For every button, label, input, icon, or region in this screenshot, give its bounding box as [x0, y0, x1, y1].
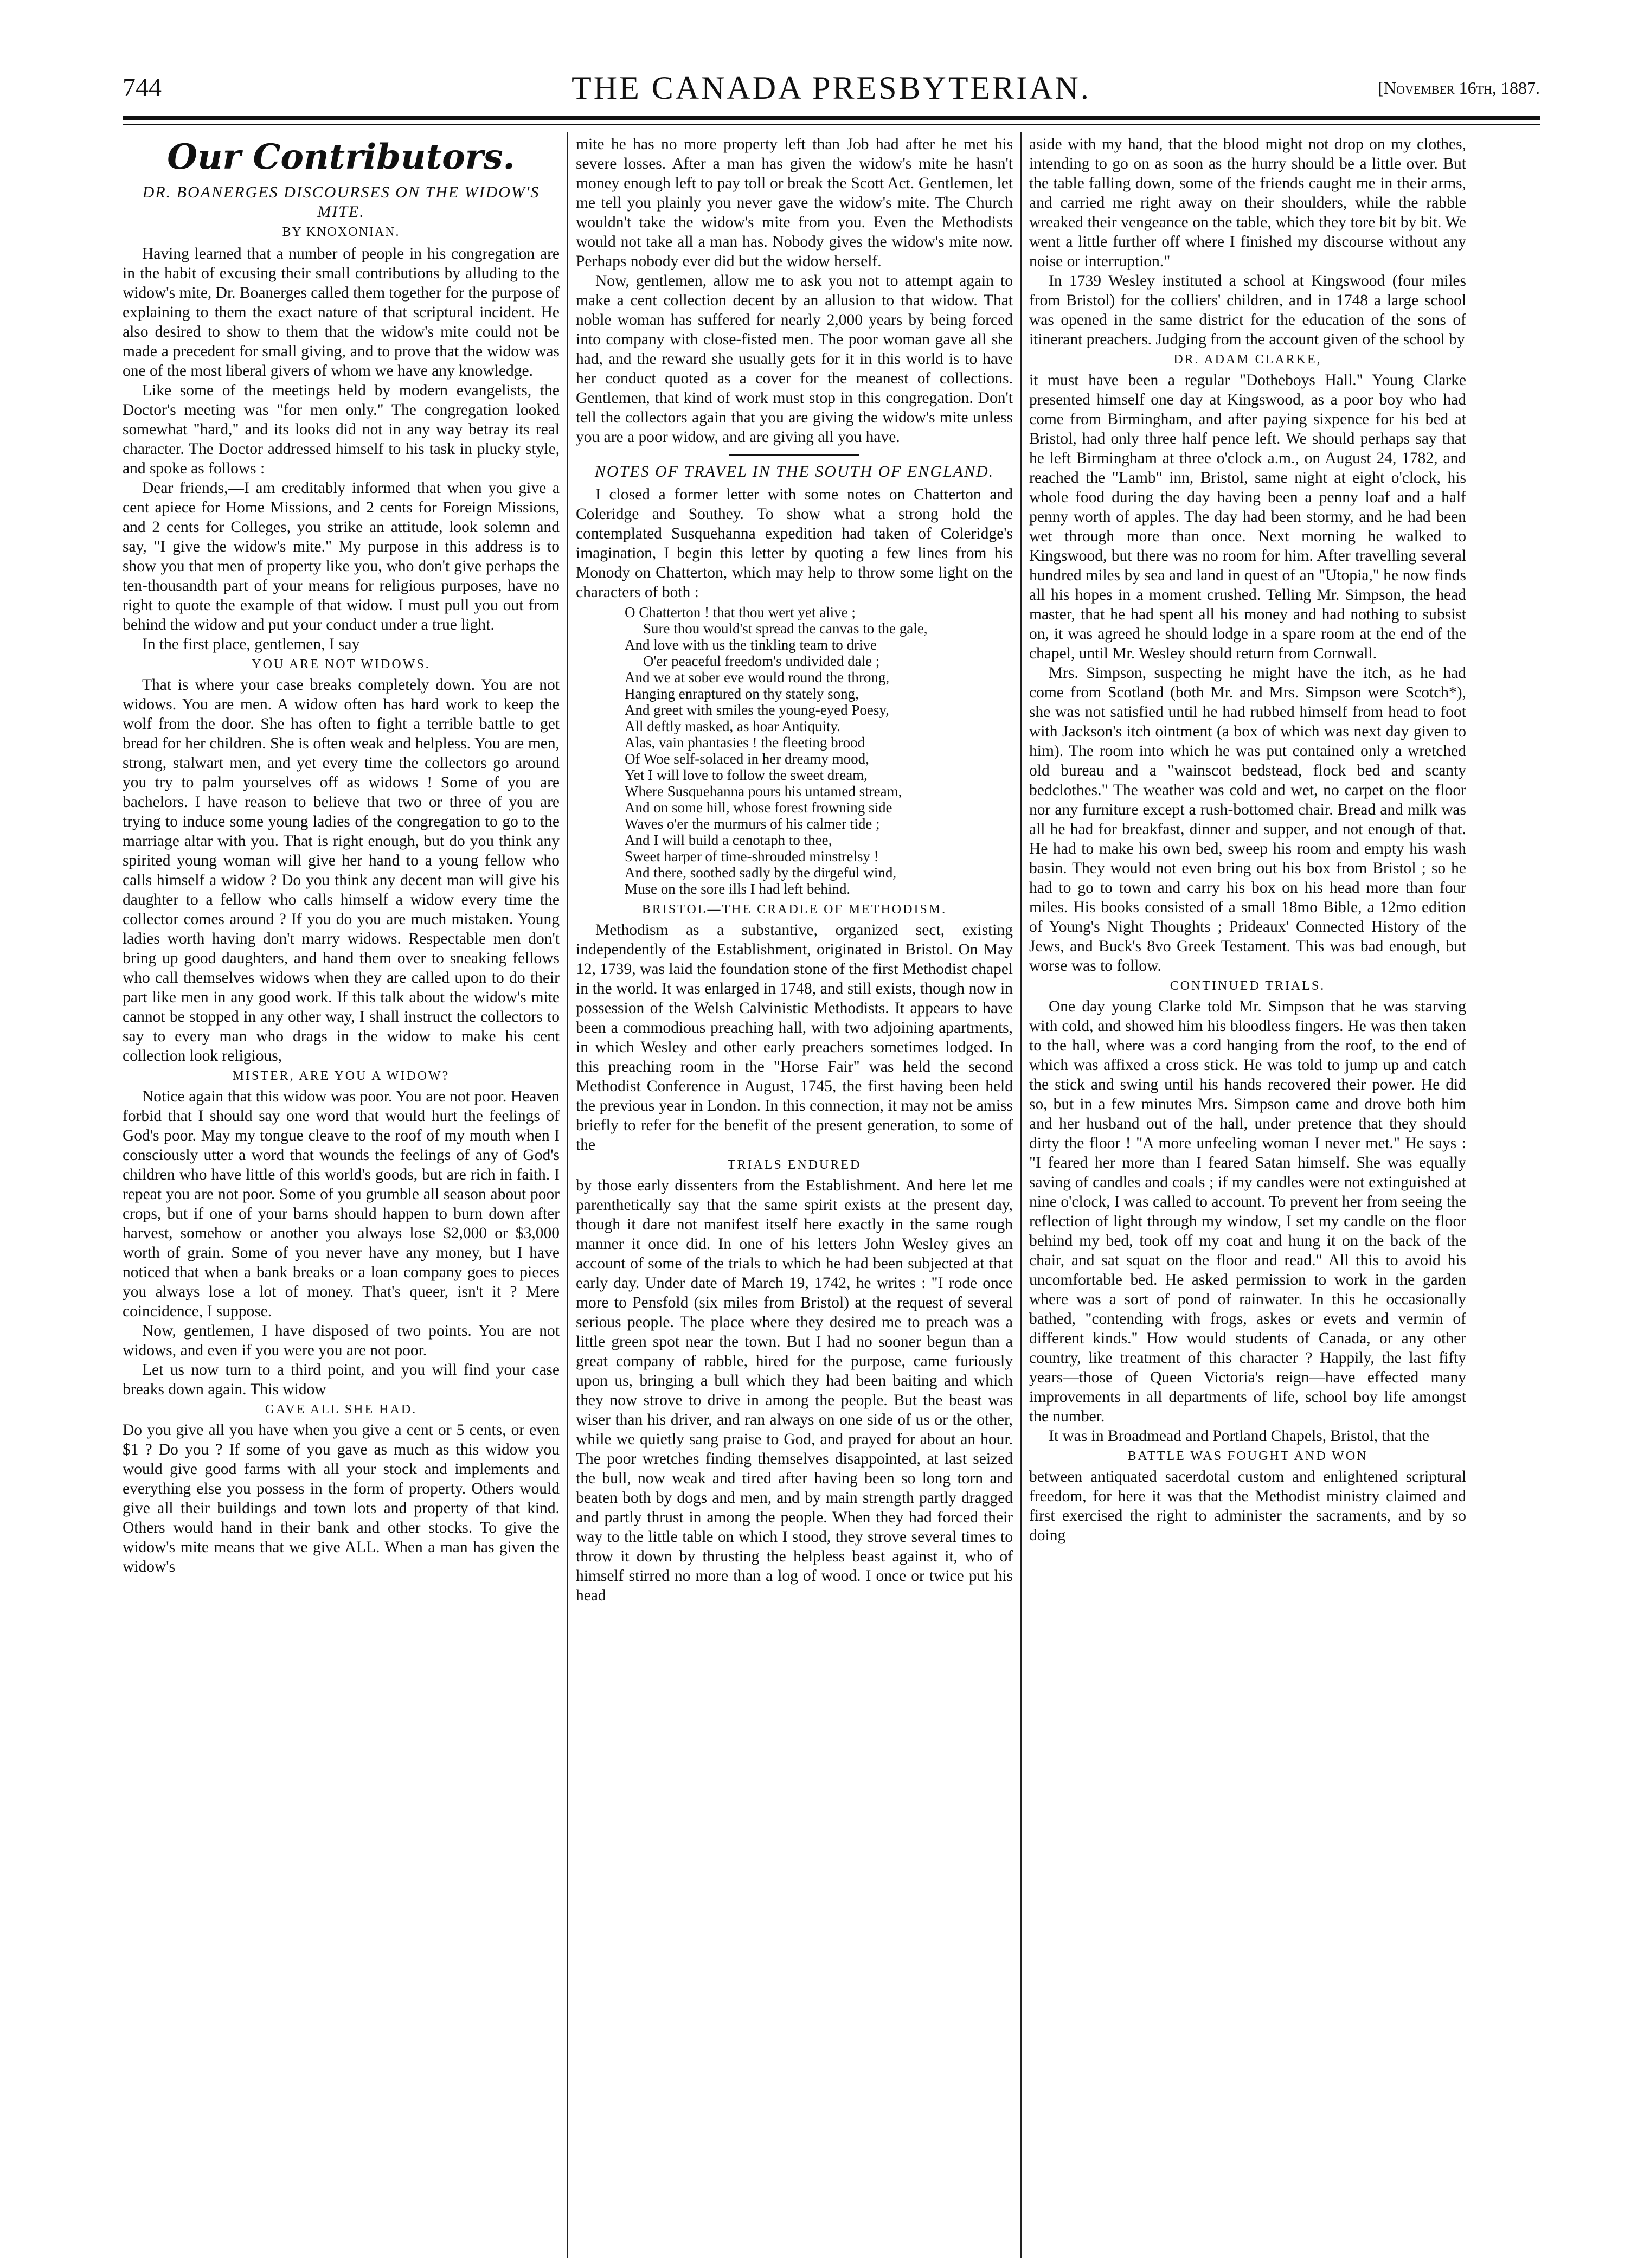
poem-line: Where Susquehanna pours his untamed stream, [625, 783, 902, 799]
paragraph: In the first place, gentlemen, I say [142, 636, 360, 653]
paragraph: between antiquated sacerdotal custom and enlightened scriptural freedom, for here it was that the Methodist ministry claimed and first exercised the right to administer the sacraments, and by so doing [1029, 1468, 1466, 1544]
article-title: NOTES OF TRAVEL IN THE SOUTH OF ENGLAND. [594, 463, 994, 480]
paragraph: Now, gentlemen, allow me to ask you not to attempt again to make a cent collection decent by an allusion to that widow. That noble woman has suffered for nearly 2,000 years by being forced into company with close-fisted men. The poor woman gave all she had, and the reward she usually gets for it in this world is to have her conduct quoted as a cover for the meanest of collections. Gentlemen, that kind of work must stop in this congregation. Don't tell the collectors again that you are giving the widow's mite unless you are a poor widow, and are giving all you have. [576, 272, 1013, 446]
paragraph: by those early dissenters from the Establishment. And here let me parenthetically say that the same spirit exists at the present day, though it dare not manifest itself here exactly in the same rough manner it once did. In one of his letters John Wesley gives an account of some of the trials to which he had been subjected at that early day. Under date of March 19, 1742, he writes : "I rode once more to Pensfold (six miles from Bristol) at the request of several serious people. The place where they desired me to preach was a little green spot near the town. But I had no sooner begun than a great company of rabble, hired for the purpose, came furiously upon us, bringing a bull which they had been baiting and which they now strove to drive in among the people. But the beast was wiser than his driver, and ran always on one side of us or the other, while we quietly sang praise to God, and prayed for about an hour. The poor wretches finding themselves disappointed, at last seized the bull, now weak and tired after having been so long torn and beaten both by dogs and men, and by main strength partly dragged and partly thrust in among the people. When they had forced their way to the little table on which I stood, they strove several times to throw it down by thrusting the helpless beast against it, who of himself stirred no more than a log of wood. I once or twice put his head [576, 1177, 1013, 1604]
paragraph: Dear friends,—I am creditably informed that when you give a cent apiece for Home Missions, and 2 cents for Foreign Missions, and 2 cents for Colleges, you strike an attitude, look solemn and say, "I give the widow's mite." My purpose in this address is to show you that men of property like you, who don't give perhaps the ten-thousandth part of your means for religious purposes, have no right to quote the example of that widow. I must pull you out from behind the widow and put your conduct under a true light. [123, 479, 560, 633]
masthead-rule-thick [123, 116, 1540, 120]
column-1 [123, 134, 560, 2260]
paragraph: One day young Clarke told Mr. Simpson that he was starving with cold, and showed him his bloodless fingers. He was then taken to the hall, where was a cord hanging from the roof, to the end of which was affixed a cross stick. He was told to jump up and catch the stick and swing until his hands recovered their power. He did so, but in a few minutes Mrs. Simpson came and drove both him and her husband out of the hall, under pretence that they should dirty the floor ! "A more unfeeling woman I never met." He says : "I feared her more than I feared Satan himself. She was equally saving of candles and coals ; if my candles were not extinguished at nine o'clock, I was called to account. To prevent her from seeing the reflection of light through my window, I set my candle on the floor behind my bed, took off my coat and hung it on the back of the chair, and sat squat on the floor and read." All this to avoid his uncomfortable bed. He asked permission to work in the garden where was a sort of pond of rainwater. In this he occasionally bathed, "contending with frogs, askes or evets and vermin of different kinds." How would students of Canada, or any other country, like treatment of this character ? Happily, the last fifty years—those of Queen Victoria's reign—have effected many improvements in all departments of life, school boy life amongst the number. [1029, 998, 1466, 1425]
section-divider [729, 454, 859, 456]
subheading: CONTINUED TRIALS. [1170, 979, 1326, 993]
poem-line: And we at sober eve would round the throng, [625, 669, 890, 685]
poem-line: And on some hill, whose forest frowning side [625, 799, 892, 816]
paragraph: I closed a former letter with some notes on Chatterton and Coleridge and Southey. To show what a strong hold the contemplated Susquehanna expedition had taken of Coleridge's imagination, I begin this letter by quoting a few lines from his Monody on Chatterton, which may help to throw some light on the characters of both : [576, 486, 1013, 601]
poem-line: Sweet harper of time-shrouded minstrelsy ! [625, 848, 879, 864]
article-byline: BY KNOXONIAN. [282, 225, 400, 239]
paragraph: Having learned that a number of people in his congregation are in the habit of excusing their small contributions by alluding to the widow's mite, Dr. Boanerges called them together for the purpose of explaining to them the exact nature of that scriptural incident. He also desired to show to them that the widow's mite could not be made a precedent for small giving, and to prove that the widow was one of the most liberal givers of whom we have any knowledge. [123, 245, 560, 380]
paragraph: mite he has no more property left than Job had after he met his severe losses. After a man has given the widow's mite he hasn't money enough left to pay toll or break the Scott Act. Gentlemen, let me tell you plainly you never gave the widow's mite. The Church wouldn't take the widow's mite from you. Even the Methodists would not take all a man has. Nobody gives the widow's mite now. Perhaps nobody ever did but the widow herself. [576, 136, 1013, 270]
column-divider [1020, 132, 1022, 2258]
column-2 [576, 134, 1013, 2260]
paragraph: Now, gentlemen, I have disposed of two points. You are not widows, and even if you were you are not poor. [123, 1322, 560, 1359]
poem-line: O Chatterton ! that thou wert yet alive ; [625, 604, 856, 620]
paragraph: aside with my hand, that the blood might not drop on my clothes, intending to go on as soon as the hurry should be a little over. But the table falling down, some of the friends caught me in their arms, and carried me right away on their shoulders, while the rabble wreaked their vengeance on the table, which they tore bit by bit. We went a little further off where I finished my discourse without any noise or interruption." [1029, 136, 1466, 270]
newspaper-title: THE CANADA PRESBYTERIAN. [572, 70, 1091, 106]
issue-date: [November 16th, 1887. [1378, 78, 1540, 98]
paragraph: Mrs. Simpson, suspecting he might have the itch, as he had come from Scotland (both Mr. and Mrs. Simpson were Scotch*), she was not satisfied until he had rubbed himself from head to foot with Jackson's itch ointment (a box of which was next day given to him). The room into which he was put contained only a wretched old bureau and a "wainscot bedstead, flock bed and scanty bedclothes." The weather was cold and wet, no carpet on the floor nor any furniture except a rush-bottomed chair. Bread and milk was all he had for breakfast, dinner and supper, and not enough of that. He had to make his own bed, sweep his room and empty his wash basin. They would not even bring out his box from Bristol ; so he had to go to town and carry his box on his head more than four miles. His books consisted of a small 18mo Bible, a 12mo edition of Young's Night Thoughts ; Prideaux' Connected History of the Jews, and Buck's 8vo Greek Testament. This was bad enough, but worse was to follow. [1029, 664, 1466, 975]
paragraph: That is where your case breaks completely down. You are not widows. You are men. A widow often has hard work to keep the wolf from the door. She has often to fight a terrible battle to get bread for her children. She is often weak and helpless. You are men, strong, stalwart men, and yet every time the collectors go around you try to palm yourselves off as widows ! Some of you are bachelors. I have reason to believe that two or three of you are trying to induce some young ladies of the congregation to go to the marriage altar with you. That is right enough, but do you think any spirited young woman will give her hand to a young fellow who calls himself a widow ? Do you think any decent man will give his daughter to a fellow who calls himself a widow every time the collector comes around ? If you do you are much mistaken. Young ladies worth having don't marry widows. Respectable men don't bring up good daughters, and hand them over to sneaking fellows who call themselves widows when they are called upon to do their part like men in any good work. If this talk about the widow's mite cannot be stopped in any other way, I shall instruct the collectors to say to every man who drags in the widow to make his cent collection look religious, [123, 676, 560, 1065]
poem-line: All deftly masked, as hoar Antiquity. [625, 718, 840, 734]
paragraph: Like some of the meetings held by modern evangelists, the Doctor's meeting was "for men only." The congregation looked somewhat "hard," and its looks did not in any way betray its real character. The Doctor addressed himself to his task in plucky style, and spoke as follows : [123, 382, 560, 477]
poem-line: Waves o'er the murmurs of his calmer tide ; [625, 816, 880, 832]
poem [625, 604, 1013, 897]
paragraph: Notice again that this widow was poor. You are not poor. Heaven forbid that I should say one word that would hurt the feelings of God's poor. May my tongue cleave to the roof of my mouth when I consciously utter a word that wounds the feelings of any of God's children who have little of this world's goods, but are rich in faith. I repeat you are not poor. Some of you grumble all season about poor crops, but if one of your barns should happen to burn down after harvest, somehow or another you always lose $2,000 or $3,000 worth of grain. Some of you never have any money, but I have noticed that when a bank breaks or a loan company goes to pieces you always lose a lot of money. That's queer, isn't it ? Mere coincidence, I suppose. [123, 1088, 560, 1320]
masthead [123, 69, 1540, 113]
poem-line: Muse on the sore ills I had left behind. [625, 881, 851, 897]
poem-line: Of Woe self-solaced in her dreamy mood, [625, 751, 869, 767]
paragraph: In 1739 Wesley instituted a school at Kingswood (four miles from Bristol) for the colliers' children, and in 1748 a large school was opened in the same district for the education of the sons of itinerant preachers. Judging from the account given of the school by [1029, 272, 1466, 348]
poem-line: Yet I will love to follow the sweet dream, [625, 767, 868, 783]
subheading: BRISTOL—THE CRADLE OF METHODISM. [641, 902, 947, 917]
subheading: YOU ARE NOT WIDOWS. [252, 657, 431, 671]
poem-line: Hanging enraptured on thy stately song, [625, 685, 859, 702]
subheading: GAVE ALL SHE HAD. [265, 1402, 418, 1417]
paragraph: Do you give all you have when you give a cent or 5 cents, or even $1 ? Do you ? If some of you gave as much as this widow you would give good farms with all your stock and implements and everything else you possess in the form of property. Others would give all their buildings and town lots and property of that kind. Others would hand in their bank and other stocks. To give the widow's mite means that we give ALL. When a man has given the widow's [123, 1421, 560, 1575]
column-3 [1029, 134, 1466, 2260]
subheading: BATTLE WAS FOUGHT AND WON [1127, 1449, 1368, 1463]
paragraph: Let us now turn to a third point, and you will find your case breaks down again. This widow [123, 1361, 560, 1398]
paragraph: it must have been a regular "Dotheboys Hall." Young Clarke presented himself one day at Kingswood, as a poor boy who had come from Birmingham, and after paying sixpence for his bed at Bristol, had only three half pence left. We should perhaps say that he left Birmingham at three o'clock a.m., on August 24, 1782, and reached the "Lamb" inn, Bristol, same night at eight o'clock, his whole food during the day having been a penny loaf and a half penny worth of apples. The day had been stormy, and he had been wet through more than once. Next morning he walked to Kingswood, but there was no room for him. After travelling several hundred miles by sea and land in quest of an "Utopia," he now finds all his hopes in a moment crushed. Telling Mr. Simpson, the head master, that he had spent all his money and had nothing to subsist on, it was agreed he should lodge in a spare room at the end of the chapel, until Mr. Wesley should return from Cornwall. [1029, 371, 1466, 662]
subheading: DR. ADAM CLARKE, [1173, 353, 1322, 367]
poem-line: And love with us the tinkling team to drive [625, 637, 877, 653]
poem-line: O'er peaceful freedom's undivided dale ; [643, 653, 880, 669]
masthead-rule-thin [123, 124, 1540, 125]
column-divider [567, 132, 568, 2258]
poem-line: And greet with smiles the young-eyed Poesy, [625, 702, 889, 718]
page-number: 744 [123, 73, 162, 102]
poem-line: Sure thou would'st spread the canvas to the gale, [643, 620, 928, 637]
poem-line: Alas, vain phantasies ! the fleeting brood [625, 734, 865, 751]
poem-line: And there, soothed sadly by the dirgeful wind, [625, 864, 897, 881]
poem-line: And I will build a cenotaph to thee, [625, 832, 832, 848]
department-heading: Our Contributors. [167, 137, 515, 177]
article-title: DR. BOANERGES DISCOURSES ON THE WIDOW'S MITE. [142, 183, 540, 221]
paragraph: It was in Broadmead and Portland Chapels, Bristol, that the [1049, 1427, 1430, 1445]
subheading: TRIALS ENDURED [727, 1158, 862, 1172]
paragraph: Methodism as a substantive, organized sect, existing independently of the Establishment, originated in Bristol. On May 12, 1739, was laid the foundation stone of the first Methodist chapel in the world. It was enlarged in 1748, and still exists, though now in possession of the Welsh Calvinistic Methodists. It appears to have been a commodious preaching hall, with two adjoining apartments, in which Wesley and other early preachers sometimes lodged. In this preaching room in the "Horse Fair" was held the second Methodist Conference in August, 1745, the first having been held the previous year in London. In this connection, it may not be amiss briefly to refer for the benefit of the present generation, to some of the [576, 921, 1013, 1154]
subheading: MISTER, ARE YOU A WIDOW? [232, 1069, 450, 1083]
